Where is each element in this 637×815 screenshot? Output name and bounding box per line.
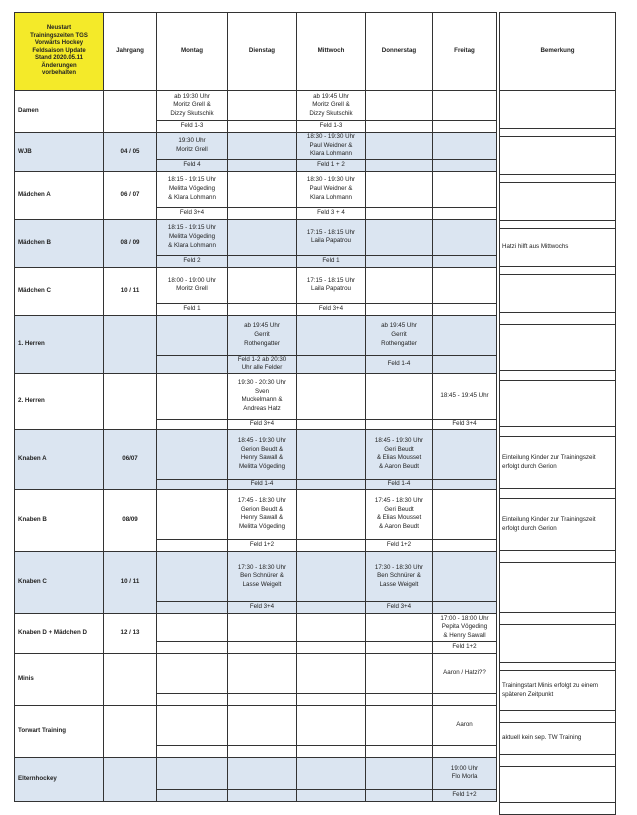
field-cell-montag: Feld 1 <box>157 303 228 315</box>
field-cell-montag: Feld 2 <box>157 255 228 267</box>
field-cell-donnerstag: Feld 3+4 <box>366 601 433 613</box>
field-cell-mittwoch <box>297 539 366 551</box>
session-cell-montag <box>157 489 228 539</box>
session-cell-montag <box>157 705 228 745</box>
column-header-jahrgang: Jahrgang <box>104 13 157 91</box>
field-cell-freitag <box>433 159 497 171</box>
team-name: Elternhockey <box>15 757 104 801</box>
team-jahrgang: 06 / 07 <box>104 171 157 219</box>
field-cell-montag <box>157 539 228 551</box>
field-cell-donnerstag <box>366 255 433 267</box>
session-cell-freitag <box>433 551 497 601</box>
team-name: Torwart Training <box>15 705 104 757</box>
session-cell-mittwoch: 18:30 - 19:30 Uhr Paul Weidner & Klara Lohmann <box>297 133 366 160</box>
column-header-montag: Montag <box>157 13 228 91</box>
remark-row <box>500 663 616 671</box>
field-cell-mittwoch: Feld 3 + 4 <box>297 207 366 219</box>
remark-cell <box>500 563 616 613</box>
remark-spacer-cell <box>500 663 616 671</box>
field-cell-mittwoch <box>297 789 366 801</box>
remark-spacer-cell <box>500 267 616 275</box>
session-cell-montag <box>157 653 228 693</box>
remark-row <box>500 91 616 129</box>
team-jahrgang <box>104 315 157 373</box>
field-cell-mittwoch <box>297 479 366 489</box>
session-cell-donnerstag: ab 19:45 Uhr Gerrit Rothengatter <box>366 315 433 355</box>
team-row <box>15 705 497 745</box>
session-cell-montag: ab 19:30 Uhr Moritz Grell & Dizzy Skutschik <box>157 91 228 121</box>
session-cell-mittwoch <box>297 653 366 693</box>
team-row <box>15 171 497 207</box>
team-name: Knaben C <box>15 551 104 613</box>
remark-row <box>500 129 616 137</box>
session-cell-donnerstag: 17:30 - 18:30 Uhr Ben Schnürer & Lasse Weigelt <box>366 551 433 601</box>
session-cell-donnerstag <box>366 219 433 255</box>
column-header-dienstag: Dienstag <box>228 13 297 91</box>
field-cell-freitag: Feld 1+2 <box>433 641 497 653</box>
remark-cell <box>500 183 616 221</box>
team-jahrgang: 12 / 13 <box>104 613 157 653</box>
session-cell-dienstag: 17:30 - 18:30 Uhr Ben Schnürer & Lasse Weigelt <box>228 551 297 601</box>
session-cell-montag: 18:15 - 19:15 Uhr Melitta Vögeding & Klara Lohmann <box>157 171 228 207</box>
title-line: Vorwärts Hockey <box>34 40 84 47</box>
session-cell-dienstag: 18:45 - 19:30 Uhr Gerion Beudt & Henry Sawall & Melitta Vögeding <box>228 429 297 479</box>
team-jahrgang <box>104 757 157 801</box>
session-cell-freitag: 18:45 - 19:45 Uhr <box>433 373 497 419</box>
team-row <box>15 373 497 419</box>
field-cell-montag <box>157 641 228 653</box>
remark-spacer-cell <box>500 427 616 437</box>
field-cell-freitag <box>433 693 497 705</box>
title-line: Trainingszeiten TGS <box>30 32 88 39</box>
field-cell-donnerstag <box>366 303 433 315</box>
remark-cell <box>500 381 616 427</box>
field-cell-freitag: Feld 1+2 <box>433 789 497 801</box>
field-cell-dienstag <box>228 303 297 315</box>
session-cell-dienstag <box>228 267 297 303</box>
session-cell-donnerstag <box>366 267 433 303</box>
field-cell-donnerstag: Feld 1+2 <box>366 539 433 551</box>
remark-row <box>500 427 616 437</box>
team-row <box>15 315 497 355</box>
remark-row <box>500 267 616 275</box>
team-name: Knaben A <box>15 429 104 489</box>
session-cell-donnerstag <box>366 705 433 745</box>
remark-cell <box>500 325 616 371</box>
remarks-table <box>499 12 616 815</box>
session-cell-donnerstag <box>366 613 433 641</box>
session-cell-dienstag <box>228 219 297 255</box>
team-jahrgang: 06/07 <box>104 429 157 489</box>
session-cell-donnerstag: 18:45 - 19:30 Uhr Geri Beudt & Elias Mousset & Aaron Beudt <box>366 429 433 479</box>
remark-row <box>500 671 616 711</box>
field-cell-montag: Feld 4 <box>157 159 228 171</box>
team-jahrgang: 10 / 11 <box>104 267 157 315</box>
field-cell-donnerstag <box>366 693 433 705</box>
team-row <box>15 267 497 303</box>
field-cell-dienstag <box>228 207 297 219</box>
session-cell-montag <box>157 429 228 479</box>
remark-spacer-cell <box>500 313 616 325</box>
field-cell-dienstag <box>228 121 297 133</box>
title-cell <box>15 13 104 91</box>
remark-spacer-cell <box>500 221 616 229</box>
session-cell-mittwoch: 18:30 - 19:30 Uhr Paul Weidner & Klara Lohmann <box>297 171 366 207</box>
field-cell-montag <box>157 355 228 373</box>
session-cell-dienstag <box>228 757 297 789</box>
session-cell-dienstag <box>228 705 297 745</box>
team-name: Knaben D + Mädchen D <box>15 613 104 653</box>
team-jahrgang <box>104 373 157 429</box>
session-cell-donnerstag <box>366 373 433 419</box>
remark-row <box>500 803 616 815</box>
team-row <box>15 653 497 693</box>
team-row <box>15 613 497 641</box>
field-cell-montag: Feld 3+4 <box>157 207 228 219</box>
field-cell-donnerstag <box>366 745 433 757</box>
field-cell-freitag <box>433 479 497 489</box>
field-cell-mittwoch <box>297 355 366 373</box>
remark-cell <box>500 91 616 129</box>
field-cell-dienstag <box>228 159 297 171</box>
remark-row <box>500 229 616 267</box>
header-row <box>15 13 497 91</box>
column-header-bemerkung: Bemerkung <box>500 13 616 91</box>
session-cell-freitag <box>433 219 497 255</box>
field-cell-freitag <box>433 303 497 315</box>
field-cell-freitag <box>433 207 497 219</box>
team-jahrgang: 10 / 11 <box>104 551 157 613</box>
team-name: Minis <box>15 653 104 705</box>
team-name: Knaben B <box>15 489 104 551</box>
team-name: Mädchen B <box>15 219 104 267</box>
field-cell-mittwoch <box>297 601 366 613</box>
session-cell-freitag <box>433 91 497 121</box>
session-cell-freitag <box>433 489 497 539</box>
session-cell-montag <box>157 613 228 641</box>
session-cell-dienstag: 19:30 - 20:30 Uhr Sven Muckelmann & Andreas Hatz <box>228 373 297 419</box>
team-name: Mädchen A <box>15 171 104 219</box>
remark-spacer-cell <box>500 551 616 563</box>
session-cell-dienstag <box>228 171 297 207</box>
field-cell-dienstag: Feld 3+4 <box>228 601 297 613</box>
field-cell-donnerstag <box>366 641 433 653</box>
column-header-freitag: Freitag <box>433 13 497 91</box>
remark-cell: aktuell kein sep. TW Training <box>500 723 616 755</box>
field-cell-dienstag <box>228 641 297 653</box>
session-cell-freitag <box>433 171 497 207</box>
field-cell-freitag <box>433 121 497 133</box>
field-cell-mittwoch: Feld 3+4 <box>297 303 366 315</box>
team-jahrgang <box>104 653 157 705</box>
session-cell-freitag: 17:00 - 18:00 Uhr Pepita Vögeding & Henry Sawall <box>433 613 497 641</box>
team-name: Damen <box>15 91 104 133</box>
remark-cell <box>500 625 616 663</box>
field-cell-mittwoch: Feld 1 <box>297 255 366 267</box>
session-cell-donnerstag <box>366 171 433 207</box>
field-cell-donnerstag <box>366 207 433 219</box>
session-cell-montag: 18:00 - 19:00 Uhr Moritz Grell <box>157 267 228 303</box>
field-cell-dienstag: Feld 3+4 <box>228 419 297 429</box>
remark-row <box>500 313 616 325</box>
remark-row <box>500 137 616 175</box>
session-cell-dienstag <box>228 613 297 641</box>
remark-cell <box>500 767 616 803</box>
session-cell-donnerstag <box>366 91 433 121</box>
title-line: Neustart <box>46 24 72 31</box>
team-jahrgang: 04 / 05 <box>104 133 157 172</box>
field-cell-montag <box>157 745 228 757</box>
remark-row <box>500 437 616 489</box>
field-cell-dienstag <box>228 789 297 801</box>
field-cell-freitag <box>433 601 497 613</box>
session-cell-mittwoch: 17:15 - 18:15 Uhr Laila Papatrou <box>297 267 366 303</box>
field-cell-montag <box>157 693 228 705</box>
remark-row <box>500 489 616 499</box>
team-row <box>15 489 497 539</box>
session-cell-dienstag: ab 19:45 Uhr Gerrit Rothengatter <box>228 315 297 355</box>
remark-row <box>500 613 616 625</box>
session-cell-dienstag <box>228 91 297 121</box>
column-header-donnerstag: Donnerstag <box>366 13 433 91</box>
field-cell-donnerstag: Feld 1-4 <box>366 479 433 489</box>
team-name: Mädchen C <box>15 267 104 315</box>
field-cell-freitag <box>433 745 497 757</box>
field-cell-donnerstag <box>366 789 433 801</box>
remarks-header-row <box>500 13 616 91</box>
remark-spacer-cell <box>500 175 616 183</box>
team-row <box>15 429 497 479</box>
field-cell-mittwoch <box>297 641 366 653</box>
remark-spacer-cell <box>500 755 616 767</box>
training-schedule-table <box>14 12 497 802</box>
team-name: 1. Herren <box>15 315 104 373</box>
remark-spacer-cell <box>500 371 616 381</box>
title-line: Änderungen <box>41 62 77 69</box>
remark-row <box>500 767 616 803</box>
field-cell-freitag <box>433 355 497 373</box>
field-cell-dienstag <box>228 693 297 705</box>
field-cell-mittwoch <box>297 693 366 705</box>
session-cell-mittwoch <box>297 489 366 539</box>
field-cell-donnerstag <box>366 159 433 171</box>
remark-cell: Trainingstart Minis erfolgt zu einem späteren Zeitpunkt <box>500 671 616 711</box>
column-header-mittwoch: Mittwoch <box>297 13 366 91</box>
field-cell-mittwoch <box>297 419 366 429</box>
session-cell-freitag <box>433 133 497 160</box>
remark-row <box>500 381 616 427</box>
title-line: Stand 2020.05.11 <box>34 55 84 62</box>
remark-row <box>500 625 616 663</box>
session-cell-freitag <box>433 267 497 303</box>
title-line: vorbehalten <box>41 70 76 77</box>
session-cell-montag <box>157 551 228 601</box>
remark-cell: Hatzi hilft aus Mittwochs <box>500 229 616 267</box>
remark-row <box>500 221 616 229</box>
session-cell-dienstag <box>228 133 297 160</box>
field-cell-montag <box>157 479 228 489</box>
session-cell-montag <box>157 373 228 419</box>
session-cell-dienstag <box>228 653 297 693</box>
field-cell-donnerstag: Feld 1-4 <box>366 355 433 373</box>
field-cell-montag <box>157 601 228 613</box>
session-cell-mittwoch: 17:15 - 18:15 Uhr Laila Papatrou <box>297 219 366 255</box>
remark-spacer-cell <box>500 803 616 815</box>
remark-row <box>500 711 616 723</box>
field-cell-dienstag <box>228 745 297 757</box>
field-cell-freitag <box>433 539 497 551</box>
session-cell-montag <box>157 315 228 355</box>
session-cell-mittwoch <box>297 757 366 789</box>
team-jahrgang <box>104 91 157 133</box>
remark-row <box>500 723 616 755</box>
session-cell-dienstag: 17:45 - 18:30 Uhr Gerion Beudt & Henry Sawall & Melitta Vögeding <box>228 489 297 539</box>
field-cell-donnerstag <box>366 121 433 133</box>
remark-row <box>500 499 616 551</box>
remark-row <box>500 371 616 381</box>
session-cell-mittwoch <box>297 705 366 745</box>
session-cell-mittwoch <box>297 373 366 419</box>
remark-spacer-cell <box>500 711 616 723</box>
session-cell-mittwoch <box>297 551 366 601</box>
remark-row <box>500 755 616 767</box>
field-cell-freitag <box>433 255 497 267</box>
remark-cell: Einteilung Kinder zur Trainingszeit erfolgt durch Gerion <box>500 499 616 551</box>
team-row <box>15 133 497 160</box>
remark-cell: Einteilung Kinder zur Trainingszeit erfolgt durch Gerion <box>500 437 616 489</box>
session-cell-freitag <box>433 429 497 479</box>
remark-spacer-cell <box>500 489 616 499</box>
team-name: 2. Herren <box>15 373 104 429</box>
field-cell-montag: Feld 1-3 <box>157 121 228 133</box>
remark-row <box>500 183 616 221</box>
session-cell-freitag: Aaron <box>433 705 497 745</box>
field-cell-montag <box>157 789 228 801</box>
field-cell-mittwoch: Feld 1 + 2 <box>297 159 366 171</box>
field-cell-freitag: Feld 3+4 <box>433 419 497 429</box>
remark-row <box>500 275 616 313</box>
remark-row <box>500 563 616 613</box>
session-cell-freitag: Aaron / Hatzi?? <box>433 653 497 693</box>
team-name: WJB <box>15 133 104 172</box>
session-cell-freitag <box>433 315 497 355</box>
field-cell-donnerstag <box>366 419 433 429</box>
session-cell-montag: 18:15 - 19:15 Uhr Melitta Vögeding & Klara Lohmann <box>157 219 228 255</box>
session-cell-donnerstag: 17:45 - 18:30 Uhr Geri Beudt & Elias Mousset & Aaron Beudt <box>366 489 433 539</box>
session-cell-freitag: 19:00 Uhr Flo Morla <box>433 757 497 789</box>
team-row <box>15 757 497 789</box>
remark-spacer-cell <box>500 129 616 137</box>
session-cell-mittwoch <box>297 613 366 641</box>
team-row <box>15 219 497 255</box>
team-jahrgang <box>104 705 157 757</box>
remark-spacer-cell <box>500 613 616 625</box>
team-jahrgang: 08 / 09 <box>104 219 157 267</box>
session-cell-mittwoch: ab 19:45 Uhr Moritz Grell & Dizzy Skutschik <box>297 91 366 121</box>
session-cell-montag <box>157 757 228 789</box>
team-row <box>15 91 497 121</box>
field-cell-dienstag: Feld 1-2 ab 20:30 Uhr alle Felder <box>228 355 297 373</box>
field-cell-dienstag <box>228 255 297 267</box>
session-cell-donnerstag <box>366 653 433 693</box>
session-cell-montag: 19:30 Uhr Moritz Grell <box>157 133 228 160</box>
remark-row <box>500 325 616 371</box>
team-jahrgang: 08/09 <box>104 489 157 551</box>
team-row <box>15 551 497 601</box>
field-cell-mittwoch <box>297 745 366 757</box>
remark-cell <box>500 275 616 313</box>
remark-cell <box>500 137 616 175</box>
field-cell-dienstag: Feld 1+2 <box>228 539 297 551</box>
session-cell-mittwoch <box>297 315 366 355</box>
title-line: Feldsaison Update <box>32 47 86 54</box>
session-cell-donnerstag <box>366 757 433 789</box>
field-cell-dienstag: Feld 1-4 <box>228 479 297 489</box>
field-cell-montag <box>157 419 228 429</box>
session-cell-donnerstag <box>366 133 433 160</box>
field-cell-mittwoch: Feld 1-3 <box>297 121 366 133</box>
remark-row <box>500 175 616 183</box>
session-cell-mittwoch <box>297 429 366 479</box>
remark-row <box>500 551 616 563</box>
